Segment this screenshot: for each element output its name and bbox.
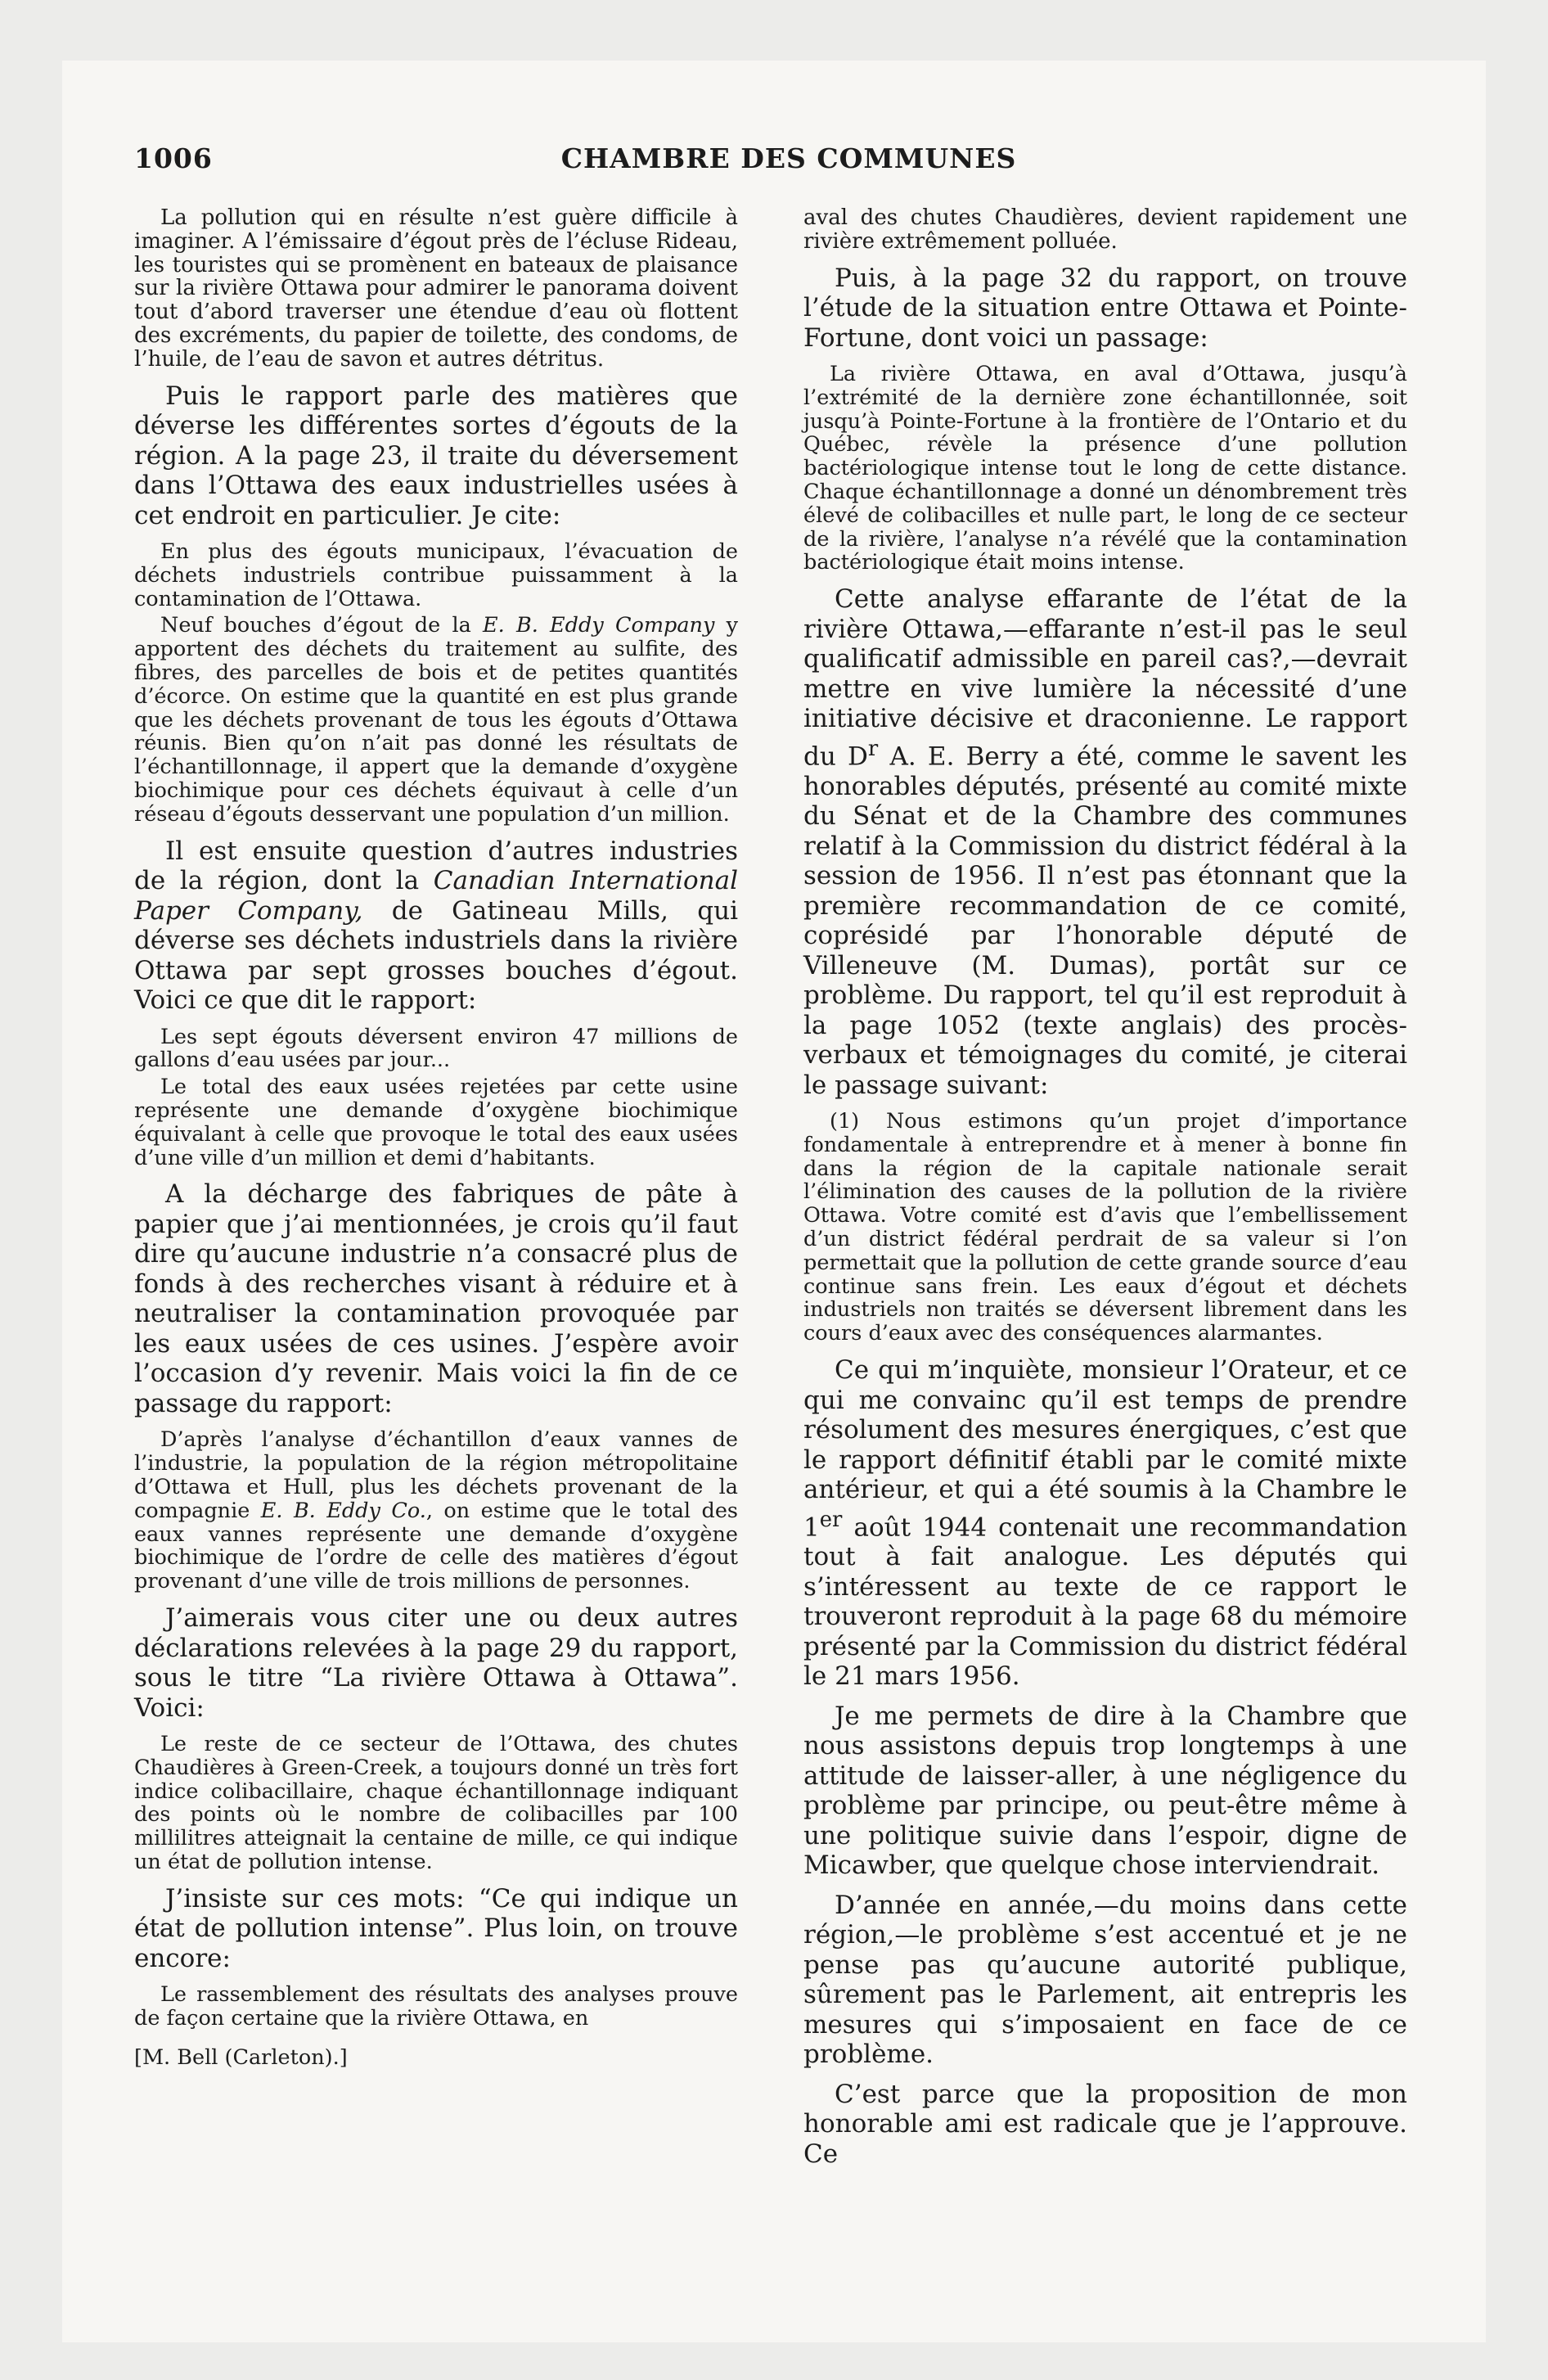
left-quote-4: Le total des eaux usées rejetées par cette usine représente une demande d’oxygène biochimique équivalant à celle que provoque le total des eaux usées d’une ville d’un million et demi d’habitants.	[134, 1075, 738, 1170]
right-quote-1: La rivière Ottawa, en aval d’Ottawa, jusqu’à l’extrémité de la dernière zone échantillonnée, soit jusqu’à Pointe-Fortune à la frontière de l’Ontario et du Québec, révèle la présence d’une pollution bactériologique intense tout le long de cette distance. Chaque échantillonnage a donné un dénombrement très élevé de colibacilles et nulle part, le long de ce secteur de la rivière, l’analyse n’a révélé que la contamination bactériologique était moins intense.	[803, 362, 1407, 575]
right-paragraph-4-b: août 1944 contenait une recommandation tout à fait analogue. Les députés qui s’intéressent au texte de ce rapport le trouveront reproduit à la page 68 du mémoire présenté par la Commission du district fédéral le 21 mars 1956.	[803, 1512, 1407, 1692]
left-paragraph-6: J’insiste sur ces mots: “Ce qui indique un état de pollution intense”. Plus loin, on trouve encore:	[134, 1883, 738, 1973]
right-paragraph-4-sup: er	[819, 1507, 843, 1532]
right-paragraph-1: aval des chutes Chaudières, devient rapidement une rivière extrêmement polluée.	[803, 205, 1407, 254]
right-paragraph-3-b: A. E. Berry a été, comme le savent les honorables députés, présenté au comité mixte du Sénat et de la Chambre des communes relatif à la Commission du district fédéral à la session de 1956. Il n’est pas étonnant que la première recommandation de ce comité, coprésidé par l’honorable député de Villeneuve (M. Dumas), portât sur ce problème. Du rapport, tel qu’il est reproduit à la page 1052 (texte anglais) des procès-verbaux et témoignages du comité, je citerai le passage suivant:	[803, 741, 1407, 1100]
left-paragraph-3-company: Canadian International Paper Company,	[134, 866, 739, 926]
right-paragraph-2: Puis, à la page 32 du rapport, on trouve l’étude de la situation entre Ottawa et Pointe-Fortune, dont voici un passage:	[803, 263, 1407, 353]
running-title: CHAMBRE DES COMMUNES	[560, 142, 1017, 174]
left-quote-2	[134, 614, 738, 826]
right-paragraph-5: Je me permets de dire à la Chambre que nous assistons depuis trop longtemps à une attitude de laisser-aller, à une négligence du problème par principe, ou peut-être même à une politique suivie dans l’espoir, digne de Micawber, que quelque chose interviendrait.	[803, 1701, 1407, 1881]
left-paragraph-4: A la décharge des fabriques de pâte à papier que j’ai mentionnées, je crois qu’il faut dire qu’aucune industrie n’a consacré plus de fonds à des recherches visant à réduire et à neutraliser la contamination provoquée par les eaux usées de ces usines. J’espère avoir l’occasion d’y revenir. Mais voici la fin de ce passage du rapport:	[134, 1179, 738, 1418]
left-paragraph-2: Puis le rapport parle des matières que déverse les différentes sortes d’égouts de la région. A la page 23, il traite du déversement dans l’Ottawa des eaux industrielles usées à cet endroit en particulier. Je cite:	[134, 381, 738, 530]
right-paragraph-6: D’année en année,—du moins dans cette région,—le problème s’est accentué et je ne pense pas qu’aucune autorité publique, sûrement pas le Parlement, ait entrepris les mesures qui s’imposaient en face de ce problème.	[803, 1890, 1407, 2070]
right-paragraph-4	[803, 1355, 1407, 1692]
speaker-attribution: [M. Bell (Carleton).]	[134, 2044, 348, 2070]
left-quote-5	[134, 1428, 738, 1593]
right-quote-2: (1) Nous estimons qu’un projet d’importance fondamentale à entreprendre et à mener à bonne fin dans la région de la capitale nationale serait l’élimination des causes de la pollution de la rivière Ottawa. Votre comité est d’avis que l’embellissement d’un district fédéral perdrait de sa valeur si l’on permettait que la pollution de cette grande source d’eau continue sans frein. Les eaux d’égout et déchets industriels non traités se déversent librement dans les cours d’eaux avec des conséquences alarmantes.	[803, 1109, 1407, 1346]
right-paragraph-4-a: Ce qui m’inquiète, monsieur l’Orateur, et ce qui me convainc qu’il est temps de prendre résolument des mesures énergiques, c’est que le rapport définitif établi par le comité mixte antérieur, et qui a été soumis à la Chambre le 1	[803, 1355, 1407, 1542]
right-paragraph-3	[803, 584, 1407, 1100]
left-quote-5-a: D’après l’analyse d’échantillon d’eaux vannes de l’industrie, la population de la région métropolitaine d’Ottawa et Hull, plus les déchets provenant de la compagnie	[134, 1427, 738, 1523]
page-number: 1006	[134, 142, 213, 174]
left-quote-2-a: Neuf bouches d’égout de la	[160, 613, 484, 638]
right-paragraph-3-a: Cette analyse effarante de l’état de la rivière Ottawa,—effarante n’est-il pas le seul qualificatif admissible en pareil cas?,—devrait mettre en vive lumière la nécessité d’une initiative décisive et draconienne. Le rapport du D	[803, 584, 1407, 772]
left-quote-1: En plus des égouts municipaux, l’évacuation de déchets industriels contribue puissamment à la contamination de l’Ottawa.	[134, 539, 738, 611]
left-paragraph-1: La pollution qui en résulte n’est guère difficile à imaginer. A l’émissaire d’égout près de l’écluse Rideau, les touristes qui se promènent en bateaux de plaisance sur la rivière Ottawa pour admirer le panorama doivent tout d’abord traverser une étendue d’eau où flottent des excréments, du papier de toilette, des condoms, de l’huile, de l’eau de savon et autres détritus.	[134, 205, 738, 372]
document-page	[62, 61, 1486, 2342]
left-paragraph-3-b: de Gatineau Mills, qui déverse ses déchets industriels dans la rivière Ottawa par sept grosses bouches d’égout. Voici ce que dit le rapport:	[134, 895, 738, 1016]
right-paragraph-7: C’est parce que la proposition de mon honorable ami est radicale que je l’approuve. Ce	[803, 2079, 1407, 2169]
left-column	[134, 206, 738, 2070]
left-quote-2-company: E. B. Eddy Company	[483, 613, 715, 638]
left-quote-7: Le rassemblement des résultats des analyses prouve de façon certaine que la rivière Ottawa, en	[134, 1982, 738, 2031]
right-paragraph-3-sup: r	[867, 736, 879, 761]
right-column	[803, 206, 1407, 2179]
left-quote-5-company: E. B. Eddy Co.	[260, 1498, 426, 1523]
left-quote-2-b: y apportent des déchets du traitement au sulfite, des fibres, des parcelles de bois et de petites quantités d’écorce. On estime que la quantité en est plus grande que les déchets provenant de tous les égouts d’Ottawa réunis. Bien qu’on n’ait pas donné les résultats de l’échantillonnage, il appert que la demande d’oxygène biochimique pour ces déchets équivaut à celle d’un réseau d’égouts desservant une population d’un million.	[134, 613, 738, 827]
page-header	[134, 142, 1443, 192]
left-paragraph-3-a: Il est ensuite question d’autres industries de la région, dont la	[134, 836, 738, 896]
left-quote-5-b: , on estime que le total des eaux vannes représente une demande d’oxygène biochimique de l’ordre de celle des matières d’égout provenant d’une ville de trois millions de personnes.	[134, 1498, 739, 1594]
left-quote-3: Les sept égouts déversent environ 47 millions de gallons d’eau usées par jour...	[134, 1024, 738, 1073]
left-paragraph-3	[134, 836, 738, 1016]
left-paragraph-5: J’aimerais vous citer une ou deux autres déclarations relevées à la page 29 du rapport, sous le titre “La rivière Ottawa à Ottawa”. Voici:	[134, 1603, 738, 1723]
left-quote-6: Le reste de ce secteur de l’Ottawa, des chutes Chaudières à Green-Creek, a toujours donné un très fort indice colibacillaire, chaque échantillonnage indiquant des points où le nombre de colibacilles par 100 millilitres atteignait la centaine de mille, ce qui indique un état de pollution intense.	[134, 1732, 738, 1874]
